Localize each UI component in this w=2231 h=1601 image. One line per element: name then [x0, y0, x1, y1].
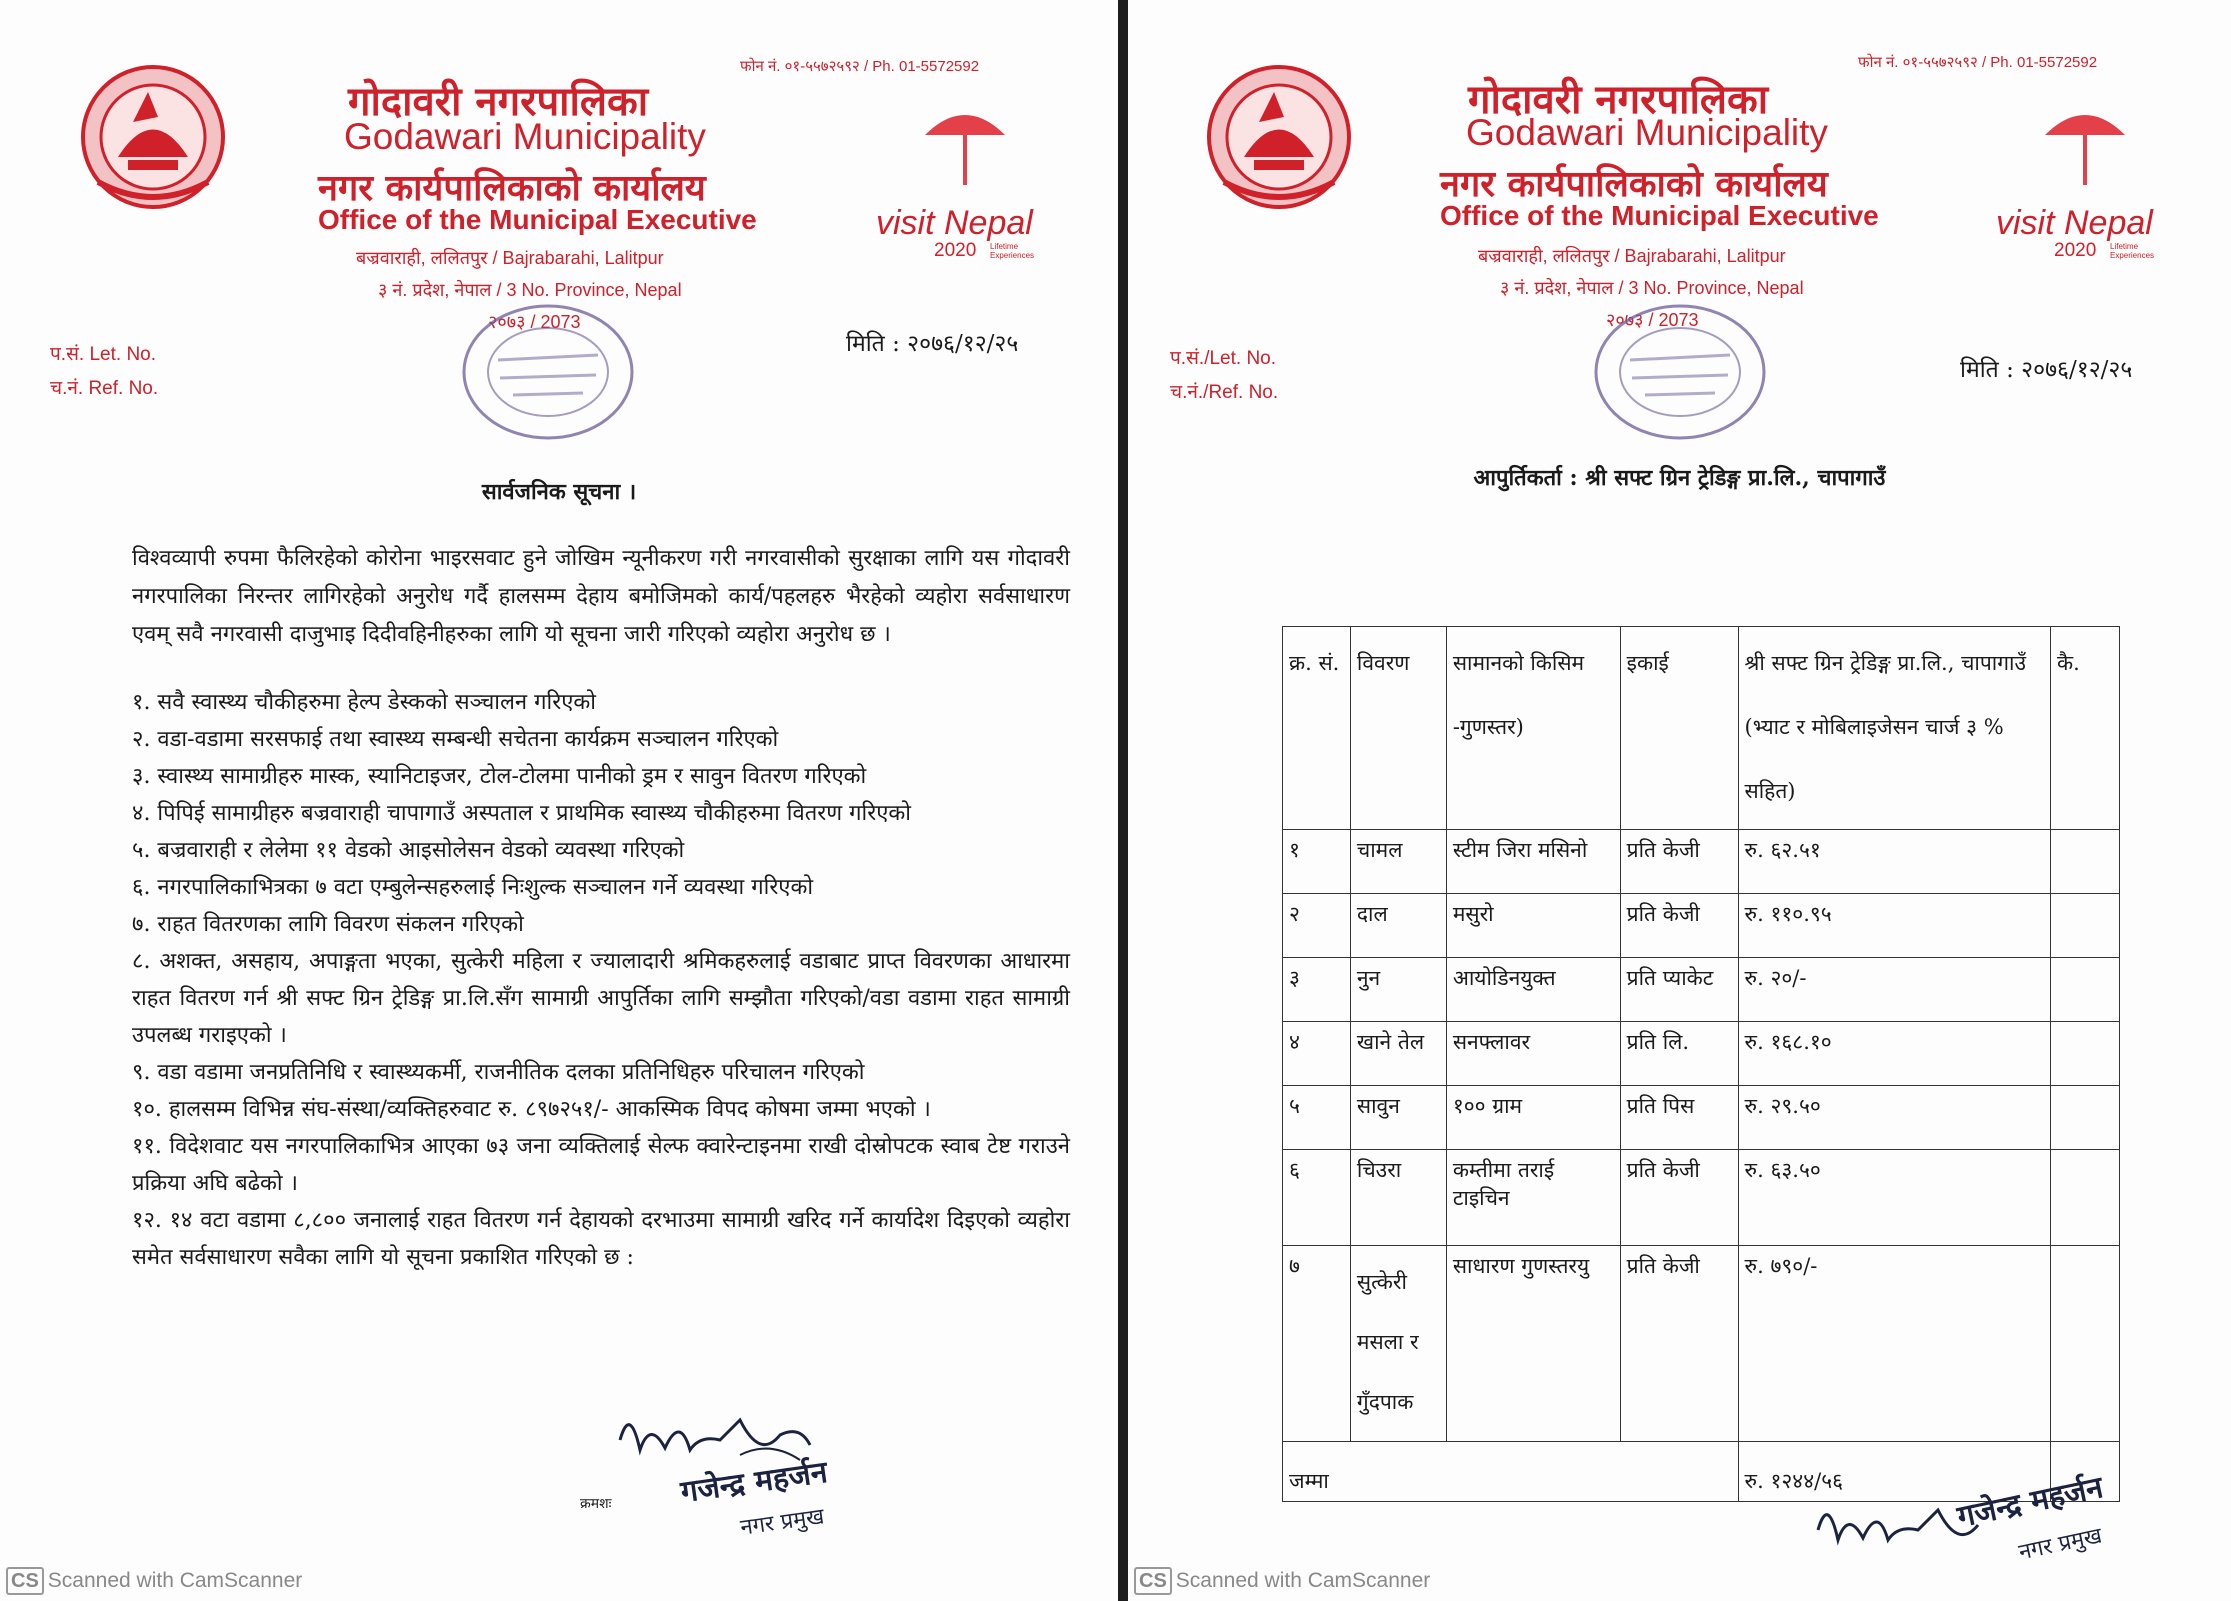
cell-item: दाल	[1350, 894, 1446, 958]
camscanner-logo: CS	[1134, 1567, 1172, 1595]
office-stamp-seal	[1590, 300, 1770, 445]
table-header-row	[1283, 627, 2120, 830]
cell-unit: प्रति पिस	[1620, 1086, 1738, 1150]
address-line-1: बज्रवाराही, ललितपुर / Bajrabarahi, Lalitpur	[356, 248, 664, 268]
cell-item: खाने तेल	[1350, 1022, 1446, 1086]
rate-date: मिति : २०७६/१२/२५	[1960, 357, 2133, 383]
list-item: ८. अशक्त, असहाय, अपाङ्गता भएका, सुत्केरी महिला र ज्यालादारी श्रमिकहरुलाई वडाबाट प्राप्त विवरणका आधारमा राहत वितरण गर्न श्री सफ्ट ग्रिन ट्रेडिङ्ग प्रा.लि.सँग सामाग्री आपुर्तिका लागि सम्झौता गरिएको/वडा वडामा राहत सामाग्री उपलब्ध गराइएको ।	[132, 949, 1070, 1048]
cell-rate: रु. ११०.९५	[1738, 894, 2051, 958]
cell-quality: कम्तीमा तराई टाइचिन	[1446, 1150, 1620, 1246]
visit-nepal-year: 2020	[934, 240, 977, 261]
list-item: १२. १४ वटा वडामा ८,८०० जनालाई राहत वितरण गर्न देहायको दरभाउमा सामाग्री खरिद गर्ने कार्यादेश दिइएको व्यहोरा समेत सर्वसाधारण सवैका लागि यो सूचना प्रकाशित गरिएको छ :	[132, 1208, 1070, 1270]
cell-quality: स्टीम जिरा मसिनो	[1446, 830, 1620, 894]
cell-serial: ५	[1283, 1086, 1351, 1150]
cell-item: चिउरा	[1350, 1150, 1446, 1246]
signatory-title-stamp: नगर प्रमुख	[2016, 1523, 2105, 1566]
established-year: २०७३ / 2073	[1606, 310, 1699, 330]
notice-date: मिति : २०७६/१२/२५	[846, 331, 1019, 357]
cell-item: सावुन	[1350, 1086, 1446, 1150]
cell-serial: ७	[1283, 1246, 1351, 1442]
visit-nepal-logo	[870, 100, 1080, 270]
cell-remarks	[2051, 894, 2120, 958]
office-name-en: Office of the Municipal Executive	[1440, 200, 1879, 231]
list-item: ४. पिपिई सामाग्रीहरु बज्रवाराही चापागाउँ अस्पताल र प्राथमिक स्वास्थ्य चौकीहरुमा वितरण गरिएको	[132, 801, 911, 826]
cell-unit: प्रति प्याकेट	[1620, 958, 1738, 1022]
table-row	[1283, 894, 2120, 958]
table-row	[1283, 1246, 2120, 1442]
camscanner-logo: CS	[6, 1567, 44, 1595]
address-line-2: ३ नं. प्रदेश, नेपाल / 3 No. Province, Nepal	[378, 280, 682, 300]
camscanner-watermark	[1134, 1567, 1430, 1595]
supplier-heading: आपुर्तिकर्ता : श्री सफ्ट ग्रिन ट्रेडिङ्ग प्रा.लि., चापागाउँ	[1473, 465, 1886, 491]
list-item: २. वडा-वडामा सरसफाई तथा स्वास्थ्य सम्बन्धी सचेतना कार्यक्रम सञ्चालन गरिएको	[132, 727, 779, 752]
visit-nepal-tagline: Lifetime Experiences	[990, 242, 1035, 260]
col-header-rate: श्री सफ्ट ग्रिन ट्रेडिङ्ग प्रा.लि., चापागाउँ (भ्याट र मोबिलाइजेसन चार्ज ३ % सहित)	[1738, 627, 2051, 830]
letter-number-label: प.सं. Let. No.	[50, 344, 157, 365]
org-name-en: Godawari Municipality	[344, 116, 706, 157]
umbrella-icon	[2040, 100, 2130, 190]
nepal-emblem-icon	[1204, 62, 1354, 212]
camscanner-text: Scanned with CamScanner	[47, 1569, 303, 1592]
cell-serial: १	[1283, 830, 1351, 894]
signatory-name-stamp: गजेन्द्र महर्जन	[1954, 1469, 2107, 1535]
col-header-item: विवरण	[1350, 627, 1446, 830]
signatory-title-stamp: नगर प्रमुख	[738, 1504, 826, 1541]
cell-remarks	[2051, 1022, 2120, 1086]
office-name-np: नगर कार्यपालिकाको कार्यालय	[1440, 163, 1828, 205]
cell-remarks	[2051, 958, 2120, 1022]
cell-serial: ६	[1283, 1150, 1351, 1246]
letter-number-label: प.सं./Let. No.	[1170, 348, 1277, 369]
reference-number-label: च.नं. Ref. No.	[50, 378, 159, 399]
list-item: ५. बज्रवाराही र लेलेमा ११ वेडको आइसोलेसन वेडको व्यवस्था गरिएको	[132, 838, 685, 863]
cell-serial: २	[1283, 894, 1351, 958]
cell-rate: रु. २९.५०	[1738, 1086, 2051, 1150]
notice-heading: सार्वजनिक सूचना ।	[481, 479, 637, 505]
cell-unit: प्रति केजी	[1620, 894, 1738, 958]
office-name-en: Office of the Municipal Executive	[318, 204, 757, 235]
phone-number: फोन नं. ०१-५५७२५९२ / Ph. 01-5572592	[740, 58, 980, 75]
reference-number-label: च.नं./Ref. No.	[1170, 382, 1279, 403]
col-header-serial: क्र. सं.	[1283, 627, 1351, 830]
cell-rate: रु. ७९०/-	[1738, 1246, 2051, 1442]
cell-remarks	[2051, 1150, 2120, 1246]
camscanner-text: Scanned with CamScanner	[1175, 1569, 1431, 1592]
notice-intro-paragraph: विश्वव्यापी रुपमा फैलिरहेको कोरोना भाइरसवाट हुने जोखिम न्यूनीकरण गरी नगरवासीको सुरक्षाका लागि यस गोदावरी नगरपालिका निरन्तर लागिरहेको अनुरोध गर्दै हालसम्म देहाय बमोजिमको कार्य/पहलहरु भैरहेको व्यहोरा सर्वसाधारण एवम् सवै नगरवासी दाजुभाइ दिदीवहिनीहरुका लागि यो सूचना जारी गरिएको व्यहोरा अनुरोध छ ।	[132, 546, 1070, 647]
org-name-np: गोदावरी नगरपालिका	[1468, 76, 1769, 123]
rate-table	[1282, 626, 2120, 1502]
table-row	[1283, 1086, 2120, 1150]
table-row	[1283, 1022, 2120, 1086]
cell-serial: ३	[1283, 958, 1351, 1022]
table-row	[1283, 1150, 2120, 1246]
nepal-emblem-icon	[78, 62, 228, 212]
cell-rate: रु. ६३.५०	[1738, 1150, 2051, 1246]
cell-quality: साधारण गुणस्तरयु	[1446, 1246, 1620, 1442]
table-row	[1283, 830, 2120, 894]
cell-unit: प्रति लि.	[1620, 1022, 1738, 1086]
visit-nepal-text: visit Nepal	[1996, 204, 2153, 242]
org-name-en: Godawari Municipality	[1466, 112, 1828, 153]
office-stamp-seal	[458, 300, 638, 445]
cell-serial: ४	[1283, 1022, 1351, 1086]
visit-nepal-logo	[1990, 100, 2200, 270]
camscanner-watermark	[6, 1567, 302, 1595]
visit-nepal-text: visit Nepal	[876, 204, 1033, 242]
table-row	[1283, 958, 2120, 1022]
col-header-quality: सामानको किसिम -गुणस्तर)	[1446, 627, 1620, 830]
list-item: १०. हालसम्म विभिन्न संघ-संस्था/व्यक्तिहरुवाट रु. ८९७२५१/- आकस्मिक विपद कोषमा जम्मा भएको ।	[132, 1097, 931, 1122]
cell-rate: रु. १६८.१०	[1738, 1022, 2051, 1086]
list-item: ६. नगरपालिकाभित्रका ७ वटा एम्बुलेन्सहरुलाई निःशुल्क सञ्चालन गर्ने व्यवस्था गरिएको	[132, 875, 814, 900]
org-name-np: गोदावरी नगरपालिका	[348, 78, 649, 125]
cell-rate: रु. ६२.५१	[1738, 830, 2051, 894]
notice-body	[132, 540, 1070, 1276]
list-item: ९. वडा वडामा जनप्रतिनिधि र स्वास्थ्यकर्मी, राजनीतिक दलका प्रतिनिधिहरु परिचालन गरिएको	[132, 1060, 865, 1085]
rate-page-right	[1128, 0, 2231, 1601]
established-year: २०७३ / 2073	[488, 312, 581, 332]
signatory-name-stamp: गजेन्द्र महर्जन	[678, 1454, 830, 1511]
umbrella-icon	[920, 100, 1010, 190]
address-line-2: ३ नं. प्रदेश, नेपाल / 3 No. Province, Nepal	[1500, 278, 1804, 298]
col-header-remarks: कै.	[2051, 627, 2120, 830]
list-item: ११. विदेशवाट यस नगरपालिकाभित्र आएका ७३ जना व्यक्तिलाई सेल्फ क्वारेन्टाइनमा राखी दोस्रोपटक स्वाब टेष्ट गराउने प्रक्रिया अघि बढेको ।	[132, 1134, 1070, 1196]
address-line-1: बज्रवाराही, ललितपुर / Bajrabarahi, Lalitpur	[1478, 246, 1786, 266]
cell-item: चामल	[1350, 830, 1446, 894]
continued-marker: क्रमशः	[580, 1496, 612, 1512]
cell-remarks	[2051, 830, 2120, 894]
cell-item: सुत्केरी मसला र गुँदपाक	[1350, 1246, 1446, 1442]
visit-nepal-tagline: Lifetime Experiences	[2110, 242, 2155, 260]
list-item: ३. स्वास्थ्य सामाग्रीहरु मास्क, स्यानिटाइजर, टोल-टोलमा पानीको ड्रम र सावुन वितरण गरिएको	[132, 764, 867, 789]
cell-quality: १०० ग्राम	[1446, 1086, 1620, 1150]
cell-item: नुन	[1350, 958, 1446, 1022]
list-item: १. सवै स्वास्थ्य चौकीहरुमा हेल्प डेस्कको सञ्चालन गरिएको	[132, 690, 596, 715]
cell-rate: रु. २०/-	[1738, 958, 2051, 1022]
visit-nepal-year: 2020	[2054, 240, 2097, 261]
cell-unit: प्रति केजी	[1620, 830, 1738, 894]
cell-quality: आयोडिनयुक्त	[1446, 958, 1620, 1022]
col-header-unit: इकाई	[1620, 627, 1738, 830]
list-item: ७. राहत वितरणका लागि विवरण संकलन गरिएको	[132, 912, 524, 937]
cell-remarks	[2051, 1246, 2120, 1442]
total-label: जम्मा	[1283, 1442, 1739, 1502]
total-value: रु. १२४४/५६	[1738, 1442, 2051, 1502]
cell-quality: सनफ्लावर	[1446, 1022, 1620, 1086]
cell-quality: मसुरो	[1446, 894, 1620, 958]
phone-number: फोन नं. ०१-५५७२५९२ / Ph. 01-5572592	[1858, 54, 2098, 71]
office-name-np: नगर कार्यपालिकाको कार्यालय	[318, 167, 706, 209]
cell-unit: प्रति केजी	[1620, 1150, 1738, 1246]
cell-remarks	[2051, 1086, 2120, 1150]
cell-unit: प्रति केजी	[1620, 1246, 1738, 1442]
